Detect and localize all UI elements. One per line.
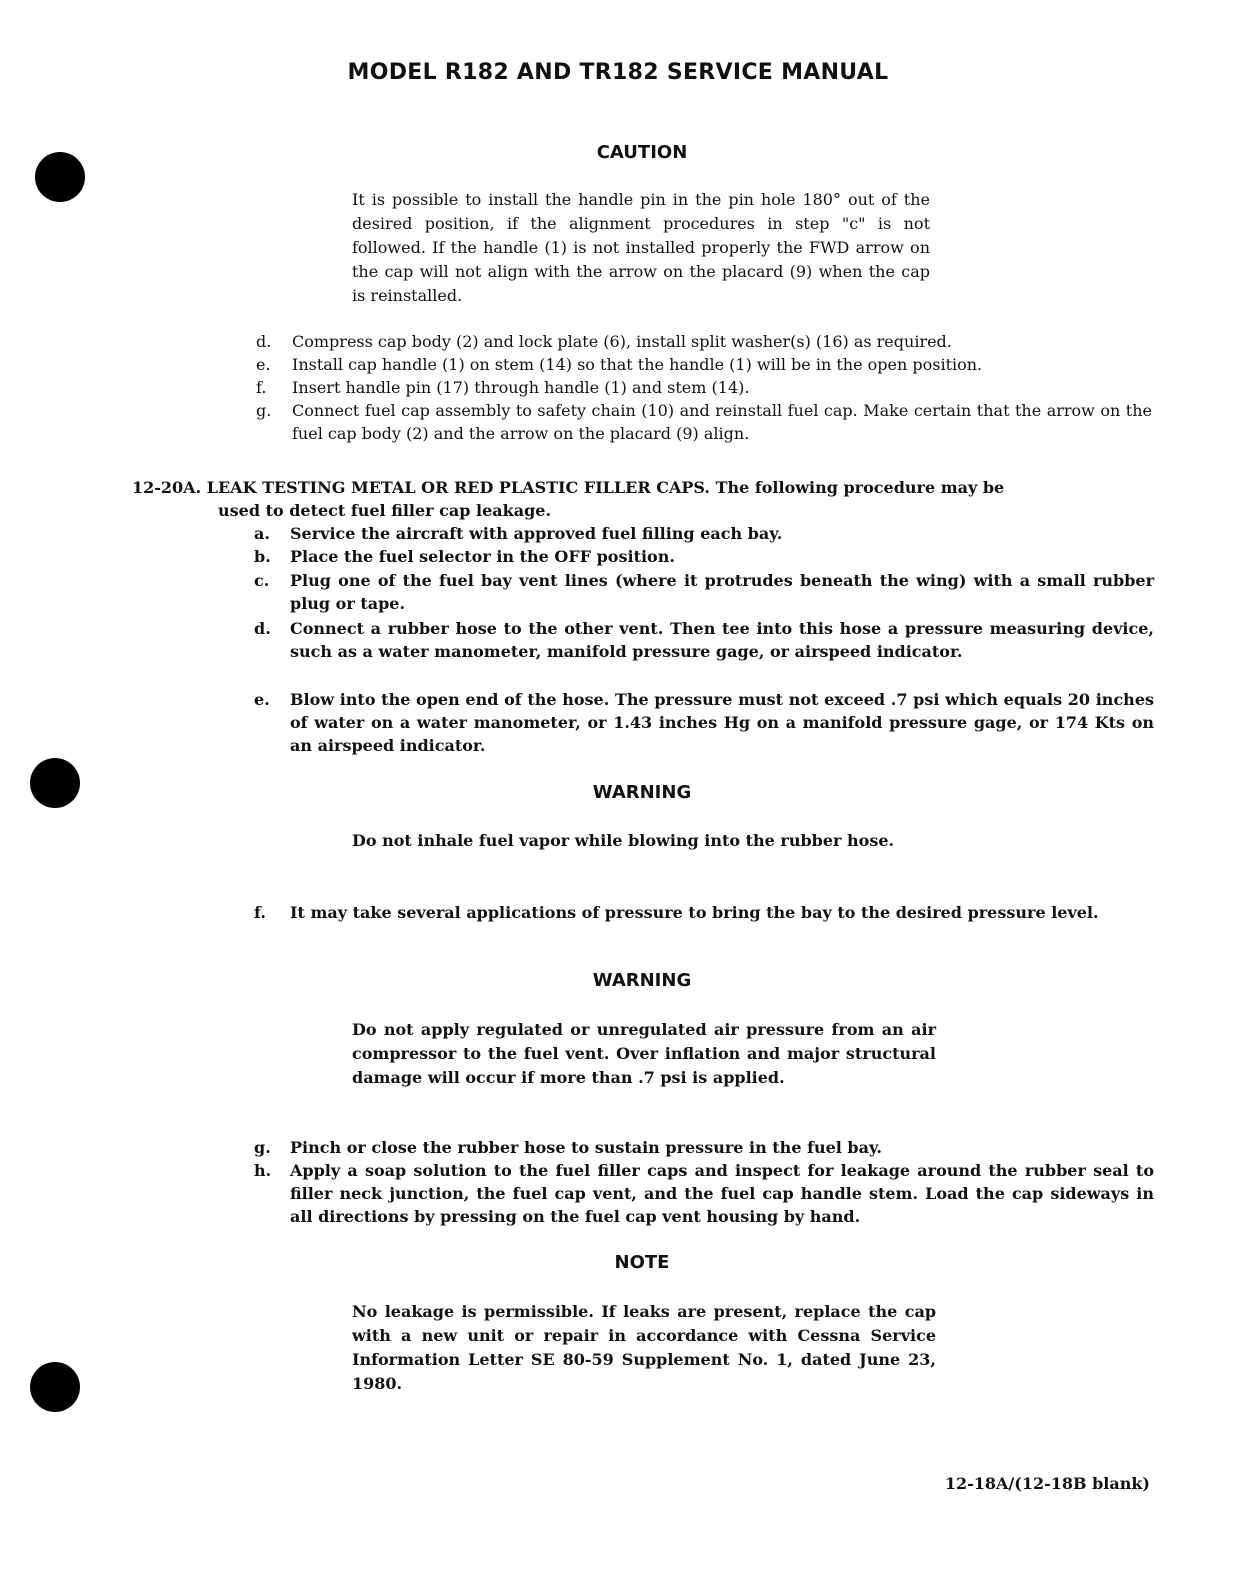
section-intro-line1: The following procedure may be (715, 478, 1005, 497)
step-text: Compress cap body (2) and lock plate (6), install split washer(s) (16) as required. (292, 332, 952, 351)
step-label: b. (254, 547, 271, 566)
warning-heading: WARNING (592, 782, 692, 803)
warning-text: Do not apply regulated or unregulated air pressure from an air compressor to the fuel vent. Over inflation and major structural damage will occur if more than .7 psi is applied. (352, 1020, 936, 1087)
step-text: Install cap handle (1) on stem (14) so that the handle (1) will be in the open position. (292, 355, 983, 374)
step-text: Blow into the open end of the hose. The pressure must not exceed .7 psi which equals 20 inches of water on a water manometer, or 1.43 inches Hg on a manifold pressure gage, or 174 Kts on an airspeed indicator. (290, 690, 1154, 755)
warning-heading: WARNING (592, 970, 692, 991)
note-text: No leakage is permissible. If leaks are present, replace the cap with a new unit or repair in accordance with Cessna Service Information Letter SE 80-59 Supplement No. 1, dated June 23, 1980. (352, 1302, 936, 1393)
page-number: 12-18A/(12-18B blank) (944, 1474, 1150, 1493)
section-title: LEAK TESTING METAL OR RED PLASTIC FILLER CAPS. (206, 478, 710, 497)
binder-hole-bottom (30, 1362, 80, 1412)
step-text: Plug one of the fuel bay vent lines (where it protrudes beneath the wing) with a small rubber plug or tape. (290, 571, 1154, 613)
step-text: Service the aircraft with approved fuel filling each bay. (290, 524, 783, 543)
caution-text: It is possible to install the handle pin in the pin hole 180° out of the desired position, if the alignment procedures in step "c" is not followed. If the handle (1) is not installed properly the FWD arrow on the cap will not align with the arrow on the placard (9) when the cap is reinstalled. (352, 190, 930, 305)
section-12-20A (132, 476, 1154, 522)
step-label: c. (254, 571, 270, 590)
step-text: It may take several applications of pressure to bring the bay to the desired pressure level. (290, 903, 1099, 922)
step-label: d. (256, 332, 272, 351)
step-label: e. (254, 690, 270, 709)
step-text: Insert handle pin (17) through handle (1) and stem (14). (292, 378, 750, 397)
section-number: 12-20A. (132, 478, 202, 497)
step-text: Connect a rubber hose to the other vent. Then tee into this hose a pressure measuring device, such as a water manometer, manifold pressure gage, or airspeed indicator. (290, 619, 1154, 661)
step-label: g. (256, 401, 272, 420)
step-text: Pinch or close the rubber hose to sustain pressure in the fuel bay. (290, 1138, 882, 1157)
page-title: MODEL R182 AND TR182 SERVICE MANUAL (347, 60, 889, 85)
section-intro-line2: used to detect fuel filler cap leakage. (218, 501, 552, 520)
note-heading: NOTE (614, 1252, 670, 1273)
step-label: f. (256, 378, 267, 397)
step-label: f. (254, 903, 266, 922)
step-text: Apply a soap solution to the fuel filler caps and inspect for leakage around the rubber seal to filler neck junction, the fuel cap vent, and the fuel cap handle stem. Load the cap sideways in all directions by pressing on the fuel cap vent housing by hand. (290, 1161, 1154, 1226)
step-text: Connect fuel cap assembly to safety chain (10) and reinstall fuel cap. Make certain that the arrow on the fuel cap body (2) and the arrow on the placard (9) align. (292, 401, 1152, 443)
step-label: h. (254, 1161, 272, 1180)
warning-text: Do not inhale fuel vapor while blowing into the rubber hose. (352, 831, 895, 850)
step-label: e. (256, 355, 271, 374)
step-label: a. (254, 524, 270, 543)
step-label: g. (254, 1138, 271, 1157)
step-text: Place the fuel selector in the OFF position. (290, 547, 675, 566)
step-label: d. (254, 619, 271, 638)
caution-heading: CAUTION (596, 142, 688, 163)
